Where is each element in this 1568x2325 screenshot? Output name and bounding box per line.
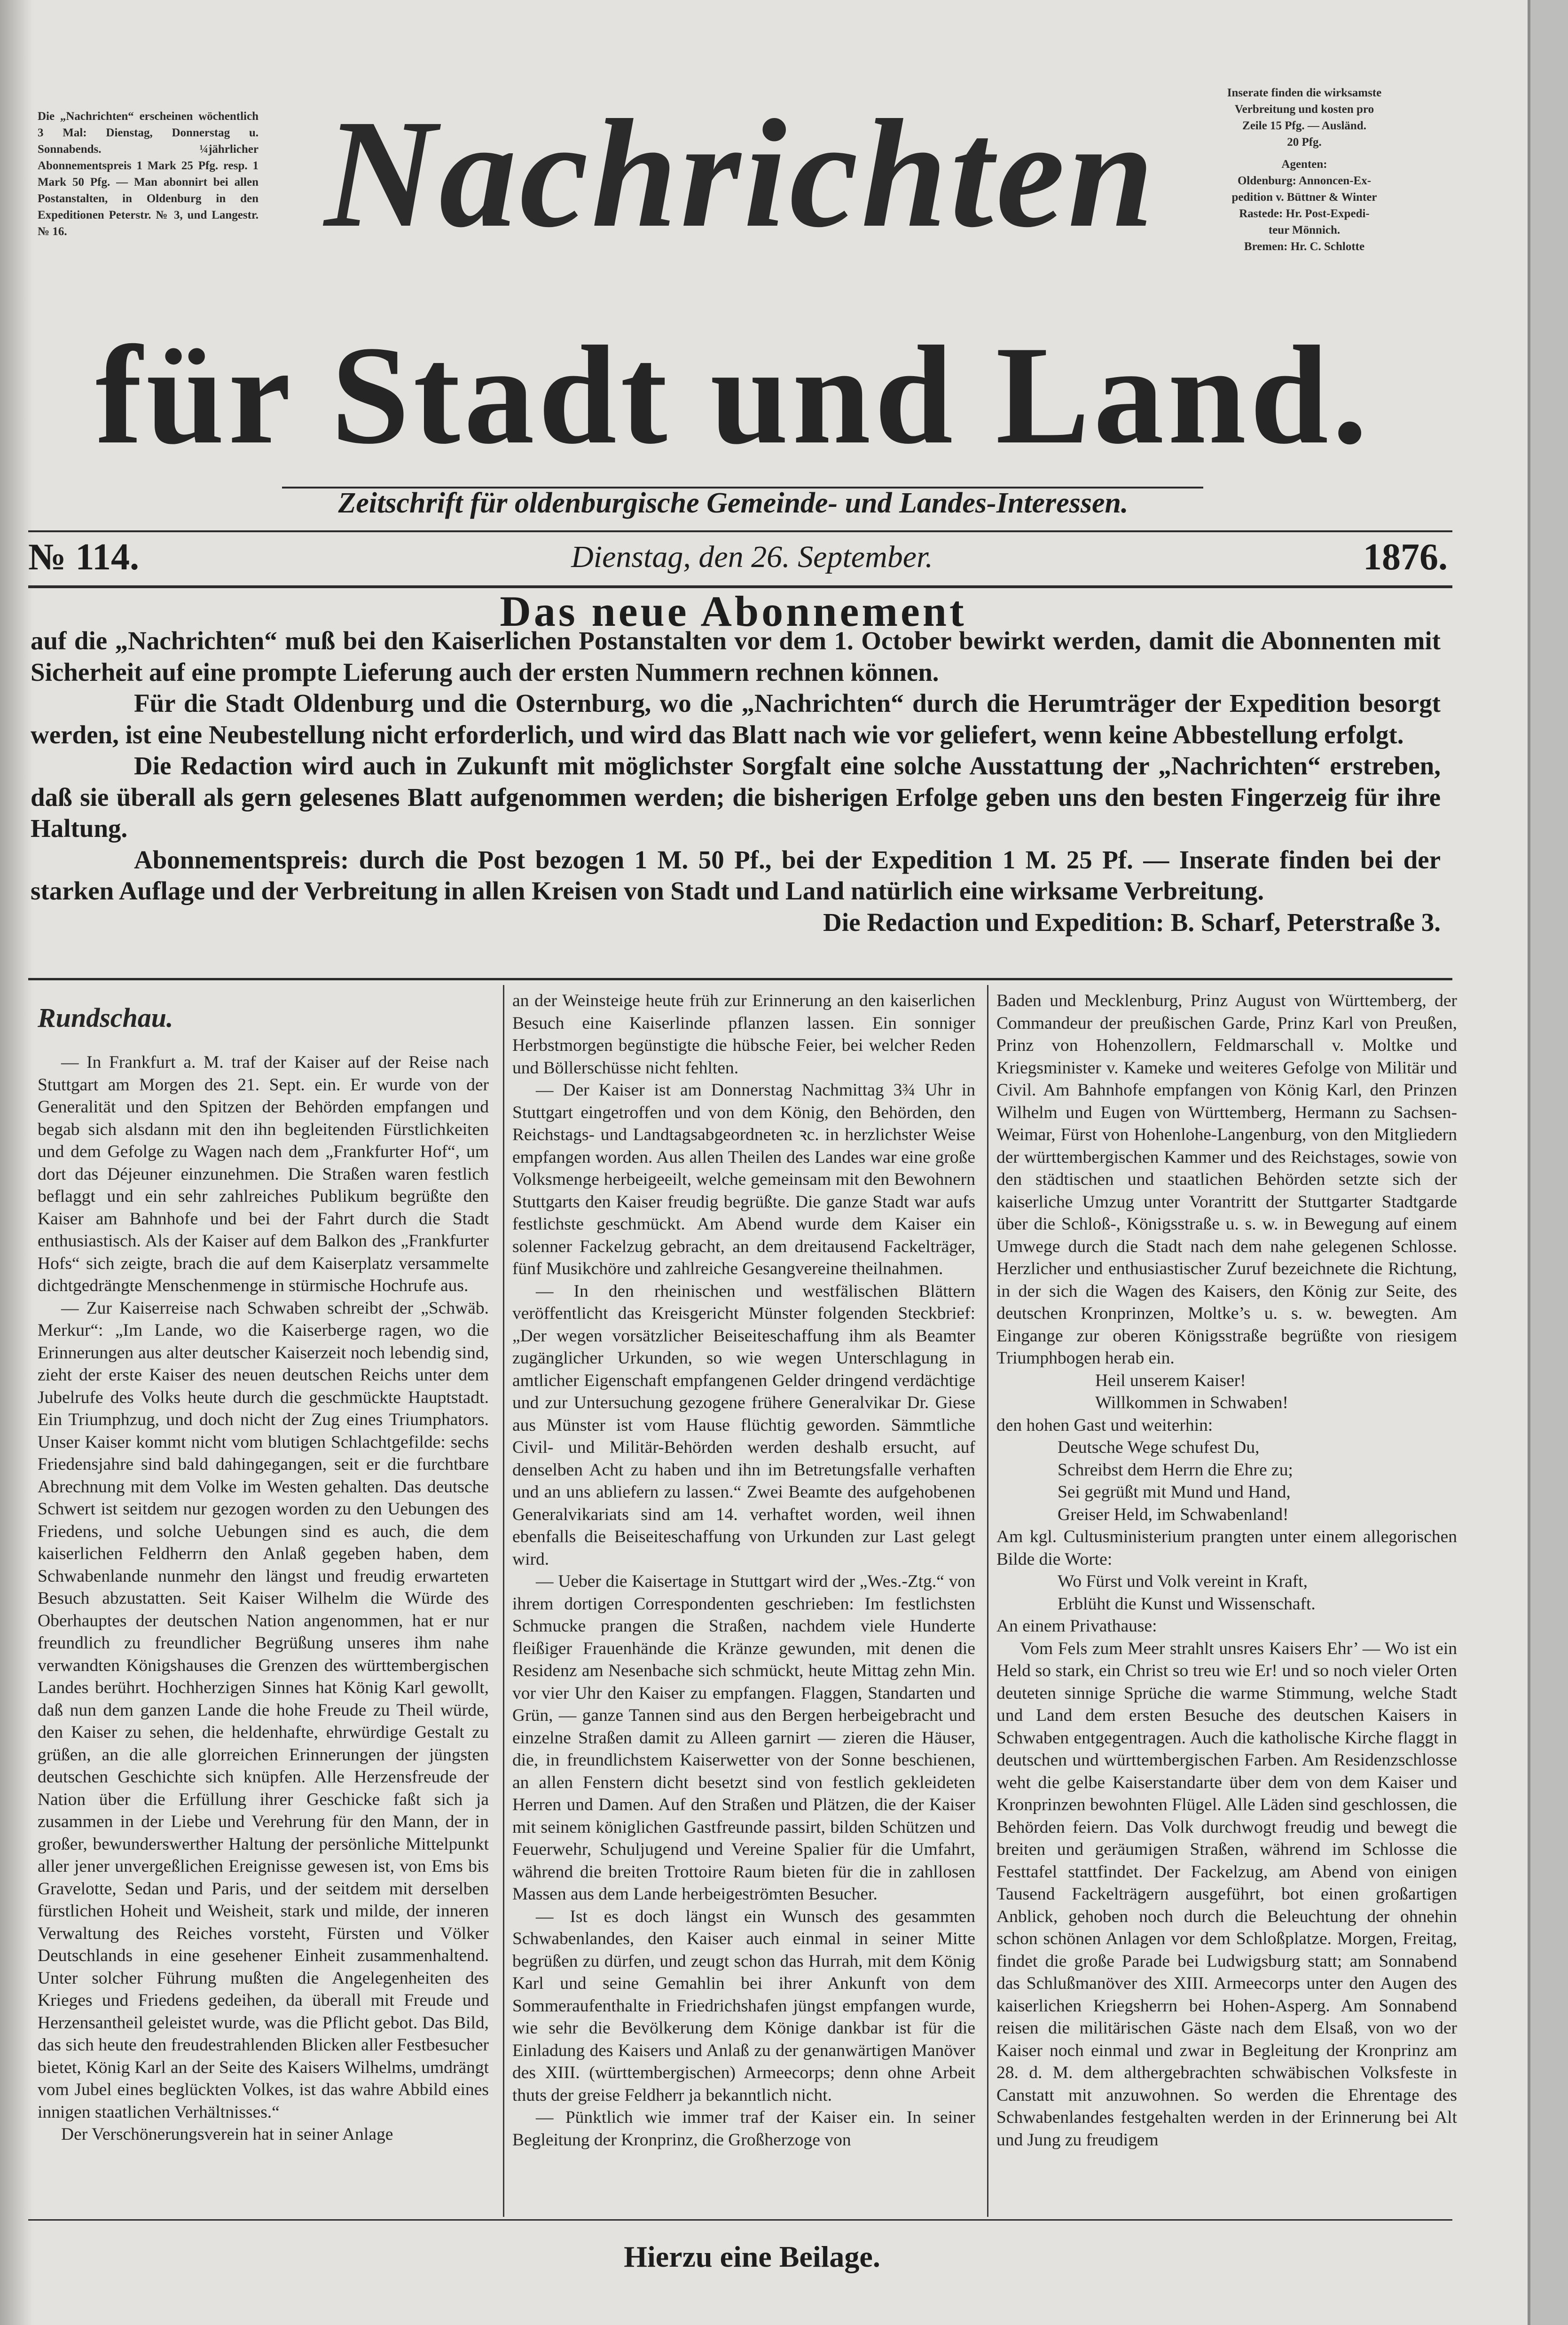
notice-paragraph: Abonnementspreis: durch die Post bezogen 1 M. 50 Pf., bei der Expedition 1 M. 25 Pf. — Inserate finden bei der starken Auflage und der Verbreitung in allen Kreisen von Stadt und Land natürlich eine wirksame Verbreitung. [31, 845, 1441, 905]
article-paragraph: — In Frankfurt a. M. traf der Kaiser auf der Reise nach Stuttgart am Morgen des 21. Sept. ein. Er wurde von der Generalität und den Spitzen der Behörden empfangen und begab sich alsdann mit den ihn begleitenden Fürstlichkeiten und dem Gefolge zu Wagen nach dem „Frankfurter Hof“, um dort das Déjeuner einzunehmen. Die Straßen waren festlich beflaggt und ein sehr zahlreiches Publikum begrüßte den Kaiser am Bahnhofe und bei der Fahrt durch die Stadt enthusiastisch. Als der Kaiser auf dem Balkon des „Frankfurter Hofs“ sich zeigte, brach die auf dem Kaiserplatz versammelte dichtgedrängte Menschenmenge in stürmische Hochrufe aus. [38, 1053, 489, 1295]
article-paragraph: Der Verschönerungsverein hat in seiner Anlage [61, 2125, 393, 2144]
column-divider [503, 985, 504, 2217]
subscription-notice [31, 625, 1441, 938]
verse-line: Sei gegrüßt mit Mund und Hand, [1058, 1482, 1291, 1502]
verse-line: Schreibst dem Herrn die Ehre zu; [1058, 1460, 1293, 1480]
article-paragraph: An einem Privathause: [996, 1616, 1157, 1636]
article-paragraph: — Zur Kaiserreise nach Schwaben schreibt der „Schwäb. Merkur“: „Im Lande, wo die Kaiserberge ragen, wo die Erinnerungen aus alter deutscher Kaiserzeit noch lebendig sind, zieht der erste Kaiser des neuen deutschen Reichs unter dem Jubelrufe des Volks heute durch die geschmückte Hauptstadt. Ein Triumphzug, und doch nicht der Zug eines Triumphators. Unser Kaiser kommt nicht vom blutigen Schlachtgefilde: sechs Friedensjahre sind bald dahingegangen, seit er die furchtbare Abrechnung mit dem Volke im Westen gehalten. Das deutsche Schwert ist seitdem nur gezogen worden zu den Uebungen des Friedens, und solche Uebungen sind es auch, die dem kaiserlichen Feldherrn den Anlaß gegeben haben, dem Schwabenlande nunmehr den längst und freudig erwarteten Besuch abzustatten. Seit Kaiser Wilhelm die Würde des Oberhauptes der deutschen Nation angenommen, hat er nur freundlich zu freundlicher Begrüßung unseres ihm nahe verwandten Königshauses die Grenzen des württembergischen Landes berührt. Hochherzigen Sinnes hat König Karl gewollt, daß nun dem ganzen Lande die hohe Freude zu Theil würde, den Kaiser zu sehen, die heldenhafte, ehrwürdige Gestalt zu grüßen, an die alle glorreichen Erinnerungen der jüngsten deutschen Geschichte sich knüpfen. Alle Herzensfreude der Nation über die Erfüllung ihrer Geschicke faßt sich ja zusammen in der Liebe und Verehrung für den Mann, der in großer, bewunderswerther Haltung der persönliche Mittelpunkt aller jener unvergeßlichen Ereignisse gewesen ist, von Ems bis Gravelotte, Sedan und Paris, und der seitdem mit derselben fürstlichen Hoheit und Weisheit, stark und milde, der inneren Verwaltung des Reiches vorsteht, Fürsten und Völker Deutschlands in eine gesehener Einheit zusammenhaltend. Unter solcher Führung mußten die Angelegenheiten des Krieges und Friedens gedeihen, da überall mit Freude und Herzensantheil geleistet wurde, was die Pflicht gebot. Das Bild, das sich heute den freudestrahlenden Blicken aller Festbesucher bietet, König Karl an der Seite des Kaisers Wilhelms, umdrängt vom Jubel eines beglückten Volkes, ist das wahre Abbild eines innigen staatlichen Verhältnisses.“ [38, 1298, 489, 2122]
issue-year: 1876. [1363, 536, 1448, 578]
supplement-note: Hierzu eine Beilage. [624, 2240, 880, 2273]
columns-top-rule [28, 978, 1452, 980]
column-3 [996, 990, 1457, 2151]
ear-left [38, 108, 259, 240]
article-paragraph: — Ueber die Kaisertage in Stuttgart wird der „Wes.-Ztg.“ von ihrem dortigen Correspondenten geschrieben: Im festlichsten Schmucke prangen die Straßen, nachdem viele Hunderte fleißiger Frauenhände die Kränze gewunden, mit denen die Residenz am Nesenbache sich schmückt, heute Mittag zehn Min. vor vier Uhr den Kaiser zu empfangen. Flaggen, Standarten und Grün, — ganze Tannen sind aus den Bergen herbeigebracht und einzelne Straßen damit zu Alleen garnirt — zieren die Häuser, die, in freundlichstem Kaiserwetter von der Sonne beschienen, an allen Fenstern dicht besetzt sind von festlich gekleideten Herren und Damen. Auf den Straßen und Plätzen, die der Kaiser mit seinem königlichen Gastfreunde passirt, bilden Schützen und Feuerwehr, Schuljugend und Vereine Spalier für die Umfahrt, während die breiten Trottoire Raum bieten für die in zahllosen Massen aus dem Lande herbeigeströmten Besucher. [512, 1572, 975, 1904]
ear-left-text: Die „Nachrichten“ erscheinen wöchentlich 3 Mal: Dienstag, Donnerstag u. Sonnabends. ¼jährlicher Abonnementspreis 1 Mark 25 Pfg. resp. 1 Mark 50 Pfg. — Man abonnirt bei allen Postanstalten, in Oldenburg in den Expeditionen Peterstr. № 3, und Langestr. № 16. [38, 110, 259, 238]
article-paragraph: Baden und Mecklenburg, Prinz August von Württemberg, der Commandeur der preußischen Garde, Prinz Karl von Preußen, Prinz von Hohenzollern, Feldmarschall v. Moltke und Kriegsminister v. Kameke und weiteres Gefolge von Militär und Civil. Am Bahnhofe empfangen von König Karl, den Prinzen Wilhelm und Eugen von Württemberg, Hermann zu Sachsen-Weimar, Fürst von Hohenlohe-Langenburg, von den Mitgliedern der württembergischen Kammer und des Reichstages, sowie von den städtischen und staatlichen Behörden setzte sich der kaiserliche Umzug unter Vorantritt der Stuttgarter Stadtgarde über die Schloß-, Königsstraße u. s. w. in Bewegung auf einem Umwege durch die Stadt nach dem nahe gelegenen Schlosse. Herzlicher und enthusiastischer Zuruf bezeichnete die Richtung, in der sich die Wagen des Kaisers, den König zur Seite, des deutschen Kronprinzen, Moltke’s u. s. w. bewegten. Am Eingange zur oberen Königsstraße begrüßte von riesigem Triumphbogen herab ein. [996, 991, 1457, 1368]
article-paragraph: den hohen Gast und weiterhin: [996, 1415, 1213, 1435]
verse-line: Wo Fürst und Volk vereint in Kraft, [1058, 1572, 1308, 1591]
ear-right-line: pedition v. Büttner & Winter [1231, 191, 1377, 204]
ear-right-line: Rastede: Hr. Post-Expedi- [1239, 207, 1370, 220]
verse-line: Willkommen in Schwaben! [1095, 1393, 1288, 1412]
article-paragraph: — In den rheinischen und westfälischen Blättern veröffentlicht das Kreisgericht Münster folgenden Steckbrief: „Der wegen vorsätzlicher Beiseiteschaffung ihm als Beamter zugänglicher Urkunden, so wie wegen Unterschlagung in amtlicher Eigenschaft empfangenen Gelder dringend verdächtige und zur Untersuchung gezogene frühere Generalvikar Dr. Giese aus Münster ist vom Hause flüchtig geworden. Sämmtliche Civil- und Militär-Behörden werden deshalb ersucht, auf denselben Acht zu haben und ihn im Betretungsfalle verhaften und an uns abliefern zu lassen.“ Zwei Beamte des aufgehobenen Generalvikariats sind am 14. verhaftet worden, weil ihnen ebenfalls die Beiseiteschaffung von Urkunden zur Last gelegt wird. [512, 1281, 975, 1569]
notice-paragraph: Für die Stadt Oldenburg und die Osternburg, wo die „Nachrichten“ durch die Herumträger der Expedition besorgt werden, ist eine Neubestellung nicht erforderlich, und wird das Blatt nach wie vor geliefert, wenn keine Abbestellung erfolgt. [31, 689, 1441, 749]
ear-right-line: Verbreitung und kosten pro [1234, 103, 1374, 116]
ear-right-line: Inserate finden die wirksamste [1227, 87, 1382, 99]
verse-line: Heil unserem Kaiser! [1095, 1371, 1246, 1390]
issue-number: № 114. [28, 536, 139, 578]
column-2 [512, 990, 975, 2151]
masthead-tagline: Zeitschrift für oldenburgische Gemeinde- und Landes-Interessen. [338, 487, 1129, 519]
masthead-title-line2: für Stadt und Land. [95, 317, 1372, 473]
ear-right-line: Bremen: Hr. C. Schlotte [1244, 240, 1365, 253]
notice-title: Das neue Abonnement [500, 587, 967, 635]
article-paragraph: an der Weinsteige heute früh zur Erinnerung an den kaiserlichen Besuch eine Kaiserlinde pflanzen lassen. Ein sonniger Herbstmorgen begünstigte die hübsche Feier, bei welcher Reden und Böllerschüsse nicht fehlten. [512, 991, 975, 1078]
article-paragraph: Am kgl. Cultusministerium prangten unter einem allegorischen Bilde die Worte: [996, 1527, 1457, 1569]
notice-paragraph: auf die „Nachrichten“ muß bei den Kaiserlichen Postanstalten vor dem 1. October bewirkt werden, damit die Abonnenten mit Sicherheit auf eine prompte Lieferung auch der ersten Nummern rechnen können. [31, 626, 1441, 686]
ear-right-line: Oldenburg: Annoncen-Ex- [1237, 174, 1372, 187]
ear-right-line: Agenten: [1281, 158, 1327, 171]
section-heading: Rundschau. [38, 1002, 173, 1033]
verse-line: Erblüht die Kunst und Wissenschaft. [1058, 1594, 1316, 1614]
verse-line: Deutsche Wege schufest Du, [1058, 1438, 1260, 1457]
ear-right-line: 20 Pfg. [1287, 136, 1322, 149]
article-paragraph: Vom Fels zum Meer strahlt unsres Kaisers Ehr’ — Wo ist ein Held so stark, ein Christ so treu wie Er! und so noch vieler Orten deuteten sinnige Sprüche die warme Stimmung, welche Stadt und Land dem ersten Besuche des deutschen Kaisers in Schwaben entgegentragen. Auch die katholische Kirche flaggt in deutschen und württembergischen Farben. Am Residenzschlosse weht die gelbe Kaiserstandarte über dem von dem Kaiser und Kronprinzen bewohnten Flügel. Alle Läden sind geschlossen, die Behörden feiern. Das Volk durchwogt freudig und bewegt die breiten und geräumigen Straßen, während im Schlosse die Festtafel stattfindet. Der Fackelzug, am Abend von einigen Tausend Fackelträgern ausgeführt, bot einen großartigen Anblick, gehoben noch durch die Beleuchtung der ohnehin schon schönen Anlagen vor dem Schloßplatze. Morgen, Freitag, findet die große Parade bei Ludwigsburg statt; am Sonnabend das Schlußmanöver des XIII. Armeecorps unter den Augen des kaiserlichen Kriegsherrn bei Hohen-Asperg. Am Sonnabend reisen die militärischen Gäste nach dem Elsaß, von wo der Kaiser noch einmal und zwar in Begleitung der Kronprinz am 28. d. M. dem althergebrachten schwäbischen Volksfeste in Canstatt mit anzuwohnen. So werden die Ehrentage des Schwabenlandes festgehalten werden in der Erinnerung bei Alt und Jung zu freudigem [996, 1639, 1457, 2150]
dateline-top-rule [28, 530, 1452, 532]
article-paragraph: — Der Kaiser ist am Donnerstag Nachmittag 3¾ Uhr in Stuttgart eingetroffen und von dem König, den Behörden, den Reichstags- und Landtagsabgeordneten ꝛc. in herzlichster Weise empfangen worden. Aus allen Theilen des Landes war eine große Volksmenge herbeigeeilt, welche gemeinsam mit den Bewohnern Stuttgarts den Kaiser freudig begrüßte. Die ganze Stadt war aufs festlichste geschmückt. Am Abend wurde dem Kaiser ein solenner Fackelzug gebracht, an dem dreitausend Fackelträger, fünf Musikchöre und zahlreiche Gesangvereine theilnahmen. [512, 1080, 975, 1278]
article-paragraph: — Ist es doch längst ein Wunsch des gesammten Schwabenlandes, den Kaiser auch einmal in seiner Mitte begrüßen zu dürfen, und zeugt schon das Hurrah, mit dem König Karl und seine Gemahlin bei ihrer Ankunft von dem Sommeraufenthalte in Friedrichshafen jüngst empfangen wurde, wie sehr die Bevölkerung dem Könige dankbar ist für die Einladung des Kaisers und Anlaß zu der genanwärtigen Manöver des XIII. (württembergischen) Armeecorps; denn ohne Arbeit thuts der greise Feldherr ja bekanntlich nicht. [512, 1907, 975, 2105]
page-edge-shadow [0, 0, 33, 2325]
ear-right [1194, 85, 1415, 255]
masthead-title-line1: Nachrichten [324, 88, 1157, 260]
ear-right-line: Zeile 15 Pfg. — Ausländ. [1242, 119, 1366, 132]
columns-bottom-rule [28, 2219, 1452, 2221]
column-divider [987, 985, 988, 2217]
notice-paragraph: Die Redaction wird auch in Zukunft mit möglichster Sorgfalt eine solche Ausstattung der „Nachrichten“ erstreben, daß sie überall als gern gelesenes Blatt aufgenommen werden; die bisherigen Erfolge geben uns den besten Fingerzeig für ihre Haltung. [31, 751, 1441, 843]
verse-line: Greiser Held, im Schwabenland! [1058, 1505, 1289, 1524]
ear-right-line: teur Mönnich. [1268, 224, 1341, 236]
column-1 [38, 983, 489, 2146]
notice-signature: Die Redaction und Expedition: B. Scharf, Peterstraße 3. [823, 907, 1441, 937]
article-paragraph: — Pünktlich wie immer traf der Kaiser ein. In seiner Begleitung der Kronprinz, die Großherzoge von [512, 2108, 975, 2150]
issue-date: Dienstag, den 26. September. [571, 540, 933, 574]
